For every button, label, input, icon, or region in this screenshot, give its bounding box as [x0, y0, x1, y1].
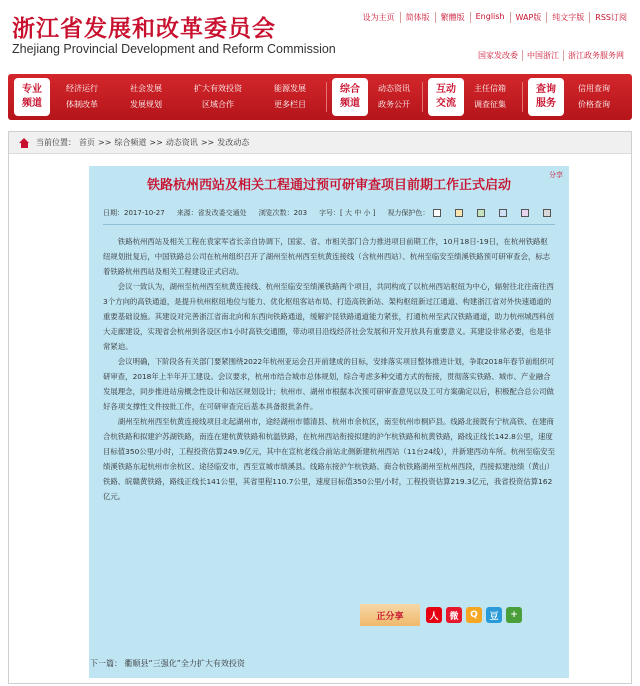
weibo-icon[interactable]: 微	[446, 607, 462, 623]
link-ndrc[interactable]: 国家发改委	[478, 51, 518, 60]
nav-item-regional-cooperation[interactable]: 区域合作	[202, 100, 234, 109]
meta-divider	[103, 224, 555, 225]
article-paragraph: 铁路杭州西站及相关工程在袁家军省长亲自协调下，国家、省、市相关部门合力推进项目前期工作，10月18日-19日，在杭州铁路枢纽规划批复后，中国铁路总公司在杭州组织召开了湖州至杭州西至杭黄连接线（含杭州西站）、杭州至临安至绩溪铁路预可研审查会，标志着铁路杭州西站及相关工程建设正式启动。	[103, 237, 551, 276]
eye-protect-swatch[interactable]	[543, 209, 551, 217]
nav-item-social-development[interactable]: 社会发展	[130, 84, 162, 93]
breadcrumb-news[interactable]: 动态资讯	[165, 138, 198, 147]
site-logo-title[interactable]: 浙江省发展和改革委员会	[12, 15, 276, 42]
nav-category-interaction[interactable]: 互动 交流	[428, 78, 464, 116]
nav-group-7	[578, 81, 610, 113]
link-china-zhejiang[interactable]: 中国浙江	[522, 50, 563, 61]
link-traditional[interactable]: 繁體版	[435, 12, 470, 23]
sub-links	[474, 50, 628, 61]
douban-icon[interactable]: 豆	[486, 607, 502, 623]
nav-item-development-planning[interactable]: 发展规划	[130, 100, 162, 109]
link-rss[interactable]: RSS订阅	[589, 12, 632, 23]
breadcrumb-ndrc-news[interactable]: 发改动态	[217, 138, 250, 147]
eye-protect-swatch[interactable]	[521, 209, 529, 217]
nav-group-5	[378, 81, 410, 113]
nav-group-3	[194, 81, 242, 113]
eye-protect-label: 视力保护色：	[387, 209, 430, 217]
more-icon[interactable]: +	[506, 607, 522, 623]
nav-divider	[522, 82, 523, 112]
breadcrumb-sep: >>	[98, 138, 112, 147]
next-article	[90, 658, 245, 669]
breadcrumb	[9, 132, 631, 154]
renren-icon[interactable]: 人	[426, 607, 442, 623]
site-logo-subtitle: Zhejiang Provincial Development and Reform Commission	[12, 42, 336, 56]
nav-category-query-service[interactable]: 查询 服务	[528, 78, 564, 116]
article-date: 日期：2017-10-27	[103, 209, 165, 217]
article	[89, 166, 569, 678]
link-set-homepage[interactable]: 设为主页	[362, 13, 395, 22]
site-header	[0, 0, 640, 70]
nav-item-gov-affairs[interactable]: 政务公开	[378, 100, 410, 109]
link-zj-gov-service[interactable]: 浙江政务服务网	[563, 50, 628, 61]
nav-category-professional[interactable]: 专业 频道	[14, 78, 50, 116]
article-views: 浏览次数：203	[258, 209, 308, 217]
font-size-selector[interactable]: 字号：[ 大 中 小 ]	[319, 209, 376, 217]
link-english[interactable]: English	[470, 12, 510, 23]
main-nav	[8, 74, 632, 120]
nav-item-survey[interactable]: 调查征集	[474, 100, 506, 109]
link-wap[interactable]: WAP版	[510, 12, 547, 23]
article-body	[103, 234, 555, 504]
breadcrumb-sep: >>	[200, 138, 215, 147]
breadcrumb-label: 当前位置：	[36, 138, 76, 147]
link-simplified[interactable]: 简体版	[400, 12, 435, 23]
article-title: 铁路杭州西站及相关工程通过预可研审查项目前期工作正式启动	[146, 178, 511, 193]
link-text-only[interactable]: 纯文字版	[546, 12, 589, 23]
nav-item-energy-development[interactable]: 能源发展	[274, 84, 306, 93]
article-paragraph: 湖州至杭州西至杭黄连接线项目北起湖州市，途经湖州市德清县、杭州市余杭区，南至杭州市桐庐县。线路北接既有宁杭高铁、在建商合杭铁路和拟建沪苏湖铁路，南连在建杭黄铁路和杭温铁路，在杭州西站衔接拟建的沪乍杭铁路和杭黄铁路，路线正线长142.8公里，速度目标值350公里/小时，工程投资估算249.9亿元，其中在宣杭老线合前站北侧新建杭州西站（11台24线），并新建西动车所。杭州至临安至绩溪铁路东起杭州市余杭区、途径临安市，西至宣城市绩溪县。线路东接沪乍杭铁路、商合杭铁路湖州至杭州西段，西接拟建池绩（黄山）铁路、皖赣黄铁路，路线正线长141公里，其省里程110.7公里，速度目标值350公里/小时，工程投资估算219.3亿元，我省投资估算162亿元。	[103, 417, 555, 501]
nav-item-news[interactable]: 动态资讯	[378, 84, 410, 93]
nav-divider	[326, 82, 327, 112]
next-article-link[interactable]: 衢顺县“三强化”全力扩大有效投资	[124, 659, 245, 668]
share-button[interactable]: 正分享	[360, 604, 420, 626]
article-paragraph: 会议明确，下阶段各有关部门要紧围绕2022年杭州亚运会召开前建成的目标，安排落实项目整体推进计划，争取2018年春节前组织可研审查，2018年上半年开工建设。会议要求，杭州市结合城市总体规划，综合考虑多种交通方式的衔接，贯彻落实铁路、城市、产业融合发展理念，同步推进站房概念性设计和站区规划设计；杭州市、湖州市根据本次预可研审查意见以及工可方案确定以后，积极配合总公司做好各项支撑性文件按批工作，在可研审查完后基本具备报批条件。	[103, 357, 555, 411]
eye-protect-swatch[interactable]	[433, 209, 441, 217]
nav-item-director-mailbox[interactable]: 主任信箱	[474, 84, 506, 93]
eye-protect-swatches	[433, 209, 563, 217]
content-frame	[8, 131, 632, 684]
breadcrumb-comprehensive[interactable]: 综合频道	[114, 138, 147, 147]
next-article-label: 下一篇：	[90, 659, 122, 668]
article-title-row	[89, 174, 569, 194]
share-small-button[interactable]: 分享	[549, 171, 563, 179]
breadcrumb-home[interactable]: 首页	[79, 138, 95, 147]
home-icon	[19, 138, 30, 148]
article-meta	[103, 206, 563, 220]
nav-item-credit-query[interactable]: 信用查询	[578, 84, 610, 93]
article-paragraph: 会议一致认为，湖州至杭州西至杭黄连接线、杭州至临安至绩溪铁路两个项目，共同构成了以杭州西站枢纽为中心，辐射往北往南往西3个方向的高铁通道，是提升杭州枢纽地位与能力、优化枢纽客站布局、打造高铁新站、架构枢纽新过江通道、构建浙江省对外快速通道的重要基础设施。其建设对完善浙江省南北向和东西向铁路通道，缓解沪昆铁路通道能力紧张，打通杭州至武汉铁路通道，助力杭州城西科创大走廊建设，实现省会杭州到各设区市1小时高铁交通圈，带动项目沿线经济社会发展和开发开放具有重要意义。其建设非常必要，也是非常紧迫。	[103, 282, 554, 351]
breadcrumb-sep: >>	[149, 138, 163, 147]
nav-group-4	[274, 81, 306, 113]
nav-item-price-query[interactable]: 价格查询	[578, 100, 610, 109]
eye-protect-swatch[interactable]	[499, 209, 507, 217]
share-bar	[360, 604, 560, 626]
eye-protect-swatch[interactable]	[455, 209, 463, 217]
nav-group-6	[474, 81, 506, 113]
eye-protect-swatch[interactable]	[477, 209, 485, 217]
article-source: 来源：省发改委交通处	[176, 209, 247, 217]
nav-item-expand-investment[interactable]: 扩大有效投资	[194, 84, 242, 93]
top-links	[358, 12, 632, 23]
nav-divider	[422, 82, 423, 112]
nav-item-system-reform[interactable]: 体制改革	[66, 100, 98, 109]
qzone-icon[interactable]: Q	[466, 607, 482, 623]
nav-item-economic-operation[interactable]: 经济运行	[66, 84, 98, 93]
nav-category-comprehensive[interactable]: 综合 频道	[332, 78, 368, 116]
nav-group-2	[130, 81, 162, 113]
nav-item-more-columns[interactable]: 更多栏目	[274, 100, 306, 109]
nav-group-1	[66, 81, 98, 113]
